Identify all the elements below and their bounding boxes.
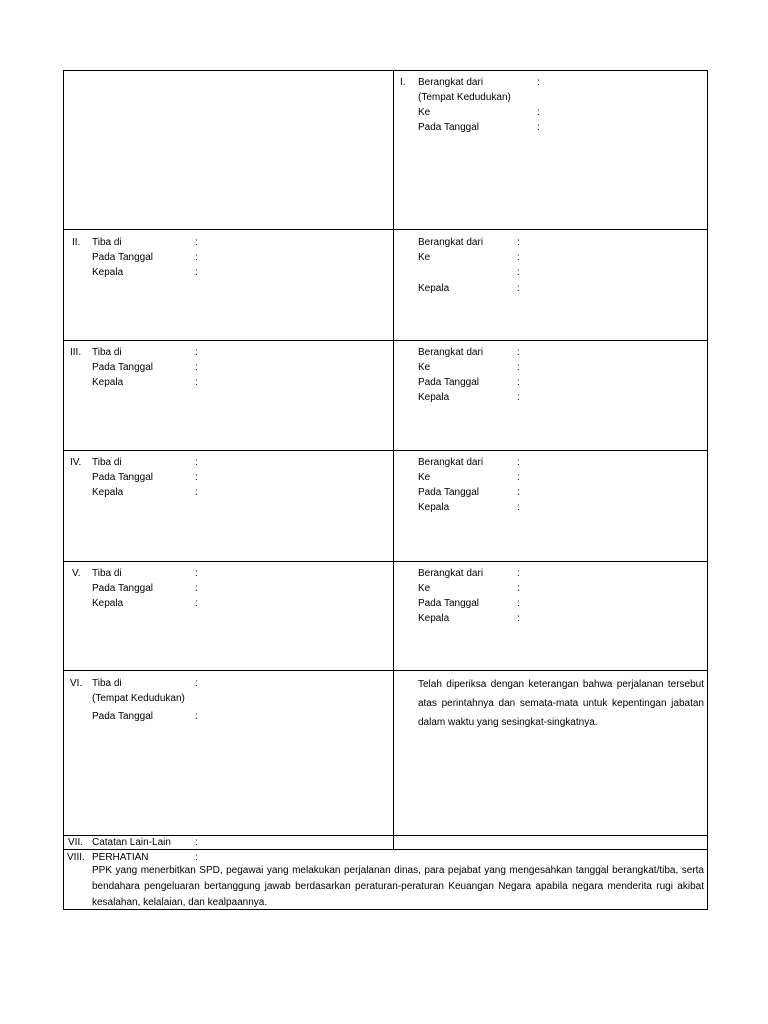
colon: : xyxy=(195,472,198,483)
berangkat-dari-label: Berangkat dari xyxy=(418,347,484,358)
ke-label: Ke xyxy=(418,107,431,118)
tiba-di-label: Tiba di xyxy=(92,678,122,689)
section-number: VI. xyxy=(70,678,83,689)
colon: : xyxy=(195,678,198,689)
tiba-di-label: Tiba di xyxy=(92,347,122,358)
section-number: VII. xyxy=(68,837,84,848)
colon: : xyxy=(517,457,520,468)
row-divider-3 xyxy=(63,450,708,451)
colon: : xyxy=(195,487,198,498)
kepala-label: Kepala xyxy=(92,487,124,498)
section-number: IV. xyxy=(70,457,82,468)
colon: : xyxy=(517,502,520,513)
column-divider xyxy=(393,70,394,850)
section-number: III. xyxy=(70,347,82,358)
pada-tanggal-label: Pada Tanggal xyxy=(92,362,153,373)
colon: : xyxy=(537,122,540,133)
row-divider-6 xyxy=(63,835,708,836)
colon: : xyxy=(517,347,520,358)
berangkat-dari-label: Berangkat dari xyxy=(418,237,484,248)
colon: : xyxy=(517,392,520,403)
verification-statement: Telah diperiksa dengan keterangan bahwa perjalanan tersebut atas perintahnya dan semata-mata untuk kepentingan jabatan dalam waktu yang sesingkat-singkatnya. xyxy=(418,679,704,728)
colon: : xyxy=(517,362,520,373)
section-number: VIII. xyxy=(67,852,85,863)
tiba-di-label: Tiba di xyxy=(92,568,122,579)
kepala-label: Kepala xyxy=(418,283,450,294)
tiba-di-label: Tiba di xyxy=(92,237,122,248)
kepala-label: Kepala xyxy=(92,598,124,609)
pada-tanggal-label: Pada Tanggal xyxy=(92,252,153,263)
perhatian-text: PPK yang menerbitkan SPD, pegawai yang melakukan perjalanan dinas, para pejabat yang mengesahkan tanggal berangkat/tiba, serta bendahara pengeluaran bertanggung jawab berdasarkan peraturan-peraturan Keuangan Negara apabila negara menderita rugi akibat kesalahan, kelalaian, dan kealpaannya. xyxy=(92,865,704,908)
colon: : xyxy=(537,77,540,88)
colon: : xyxy=(195,852,198,863)
perhatian-label: PERHATIAN xyxy=(92,852,149,863)
row-divider-7 xyxy=(63,849,708,850)
colon: : xyxy=(517,613,520,624)
colon: : xyxy=(517,283,520,294)
tiba-di-label: Tiba di xyxy=(92,457,122,468)
colon: : xyxy=(517,377,520,388)
ke-label: Ke xyxy=(418,252,431,263)
colon: : xyxy=(517,583,520,594)
spd-back-table xyxy=(63,70,708,910)
colon: : xyxy=(537,107,540,118)
colon: : xyxy=(517,252,520,263)
berangkat-dari-label: Berangkat dari xyxy=(418,77,484,88)
colon: : xyxy=(517,598,520,609)
colon: : xyxy=(517,487,520,498)
colon: : xyxy=(195,237,198,248)
colon: : xyxy=(195,362,198,373)
ke-label: Ke xyxy=(418,583,431,594)
pada-tanggal-label: Pada Tanggal xyxy=(92,472,153,483)
colon: : xyxy=(195,837,198,848)
colon: : xyxy=(517,568,520,579)
colon: : xyxy=(195,252,198,263)
kepala-label: Kepala xyxy=(92,267,124,278)
pada-tanggal-label: Pada Tanggal xyxy=(418,377,479,388)
colon: : xyxy=(195,568,198,579)
tempat-kedudukan-label: (Tempat Kedudukan) xyxy=(92,693,185,704)
tempat-kedudukan-label: (Tempat Kedudukan) xyxy=(418,92,511,103)
berangkat-dari-label: Berangkat dari xyxy=(418,457,484,468)
colon: : xyxy=(517,472,520,483)
ke-label: Ke xyxy=(418,362,431,373)
kepala-label: Kepala xyxy=(418,392,450,403)
berangkat-dari-label: Berangkat dari xyxy=(418,568,484,579)
colon: : xyxy=(517,267,520,278)
kepala-label: Kepala xyxy=(418,613,450,624)
colon: : xyxy=(195,377,198,388)
colon: : xyxy=(195,347,198,358)
section-number: II. xyxy=(72,237,81,248)
pada-tanggal-label: Pada Tanggal xyxy=(418,487,479,498)
row-divider-1 xyxy=(63,229,708,230)
kepala-label: Kepala xyxy=(92,377,124,388)
colon: : xyxy=(195,598,198,609)
colon: : xyxy=(517,237,520,248)
colon: : xyxy=(195,583,198,594)
colon: : xyxy=(195,267,198,278)
row-divider-5 xyxy=(63,670,708,671)
pada-tanggal-label: Pada Tanggal xyxy=(92,583,153,594)
section-number: I. xyxy=(400,77,406,88)
colon: : xyxy=(195,457,198,468)
kepala-label: Kepala xyxy=(418,502,450,513)
pada-tanggal-label: Pada Tanggal xyxy=(418,122,479,133)
row-divider-2 xyxy=(63,340,708,341)
ke-label: Ke xyxy=(418,472,431,483)
row-divider-4 xyxy=(63,561,708,562)
section-number: V. xyxy=(72,568,81,579)
colon: : xyxy=(195,711,198,722)
catatan-lain-label: Catatan Lain-Lain xyxy=(92,837,171,848)
pada-tanggal-label: Pada Tanggal xyxy=(92,711,153,722)
pada-tanggal-label: Pada Tanggal xyxy=(418,598,479,609)
